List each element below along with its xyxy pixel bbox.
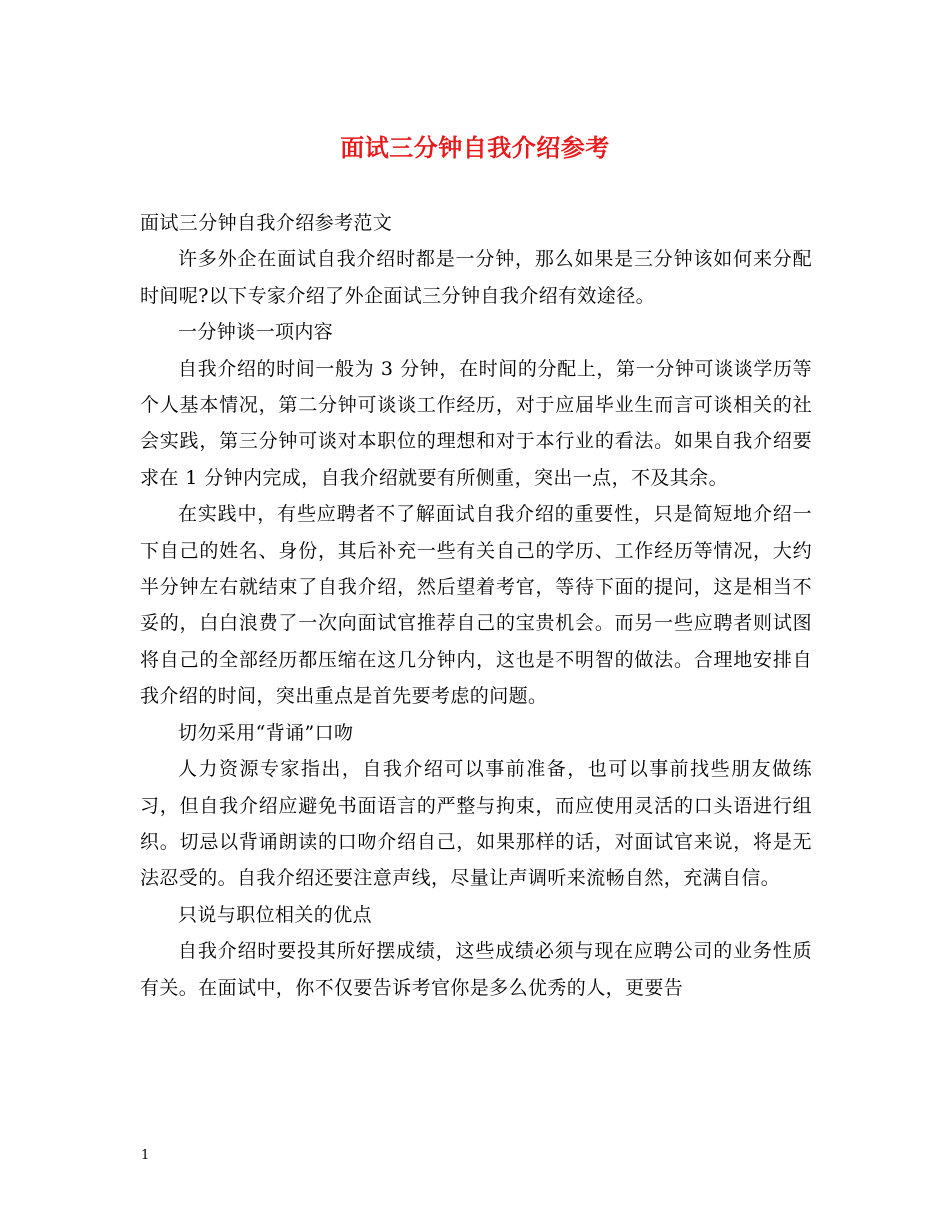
body-paragraph: 一分钟谈一项内容 (178, 321, 334, 344)
document-title: 面试三分钟自我介绍参考 (340, 133, 610, 162)
body-paragraph: 许多外企在面试自我介绍时都是一分钟，那么如果是三分钟该如何来分配时间呢?以下专家介绍了外企面试三分钟自我介绍有效途径。 (140, 248, 812, 307)
body-paragraph: 自我介绍时要投其所好摆成绩，这些成绩必须与现在应聘公司的业务性质有关。在面试中，你不仅要告诉考官你是多么优秀的人，更要告 (140, 940, 812, 999)
body-paragraph: 在实践中，有些应聘者不了解面试自我介绍的重要性，只是简短地介绍一下自己的姓名、身份，其后补充一些有关自己的学历、工作经历等情况，大约半分钟左右就结束了自我介绍，然后望着考官，等待下面的提问，这是相当不妥的，白白浪费了一次向面试官推荐自己的宝贵机会。而另一些应聘者则试图将自己的全部经历都压缩在这几分钟内，这也是不明智的做法。合理地安排自我介绍的时间，突出重点是首先要考虑的问题。 (140, 503, 812, 708)
body-paragraph: 自我介绍的时间一般为 3 分钟，在时间的分配上，第一分钟可谈谈学历等个人基本情况，第二分钟可谈谈工作经历，对于应届毕业生而言可谈相关的社会实践，第三分钟可谈对本职位的理想和对于本行业的看法。如果自我介绍要求在 1 分钟内完成，自我介绍就要有所侧重，突出一点，不及其余。 (140, 357, 812, 489)
document-body (140, 205, 812, 1006)
body-paragraph: 面试三分钟自我介绍参考范文 (140, 212, 393, 234)
body-paragraph: 切勿采用“背诵”口吻 (178, 721, 354, 744)
body-paragraph: 人力资源专家指出，自我介绍可以事前准备，也可以事前找些朋友做练习，但自我介绍应避免书面语言的严整与拘束，而应使用灵活的口头语进行组织。切忌以背诵朗读的口吻介绍自己，如果那样的话，对面试官来说，将是无法忍受的。自我介绍还要注意声线，尽量让声调听来流畅自然，充满自信。 (140, 758, 812, 890)
page-number: 1 (141, 1148, 150, 1163)
body-paragraph: 只说与职位相关的优点 (178, 903, 373, 926)
